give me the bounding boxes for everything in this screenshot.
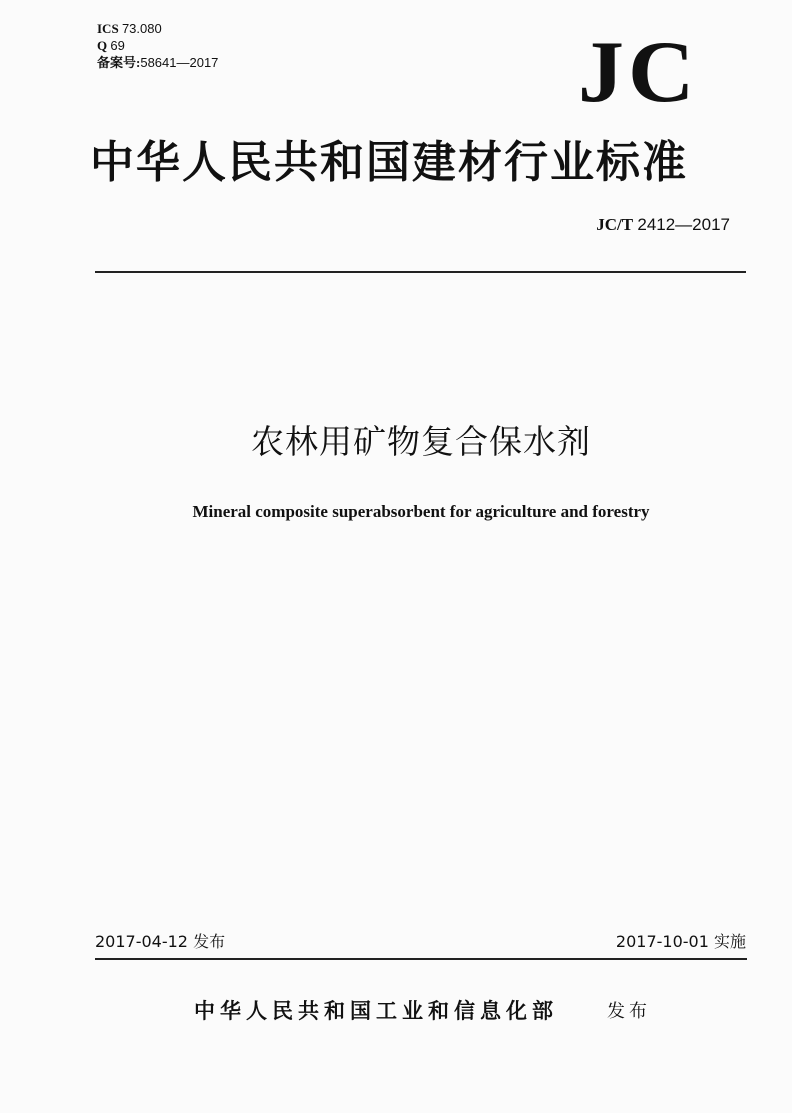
issuing-authority: 中华人民共和国工业和信息化部 <box>194 998 558 1023</box>
document-title-english: Mineral composite superabsorbent for agriculture and forestry <box>192 502 650 521</box>
issue-action: 发布 <box>607 1001 651 1022</box>
implementation-date: 2017-10-01 实施 <box>615 932 746 951</box>
record-line <box>97 54 218 71</box>
record-number: 58641—2017 <box>140 55 219 70</box>
standard-code-prefix: JC/T <box>596 215 634 234</box>
standard-code <box>596 214 730 236</box>
bottom-divider <box>95 958 747 960</box>
standard-code-number: 2412—2017 <box>637 215 730 234</box>
ics-line <box>97 20 218 37</box>
jc-logo: JC <box>578 23 699 121</box>
ccs-label: Q <box>97 38 108 53</box>
ics-number: 73.080 <box>121 21 162 36</box>
document-title-chinese: 农林用矿物复合保水剂 <box>251 422 591 461</box>
record-label: 备案号: <box>97 55 141 70</box>
classification-block <box>97 20 218 71</box>
ccs-line <box>97 37 218 54</box>
ccs-number: 69 <box>110 38 125 53</box>
standard-class-title: 中华人民共和国建材行业标准 <box>90 137 688 188</box>
ics-label: ICS <box>97 21 119 36</box>
issue-date: 2017-04-12 发布 <box>95 932 226 951</box>
top-divider <box>95 271 746 273</box>
